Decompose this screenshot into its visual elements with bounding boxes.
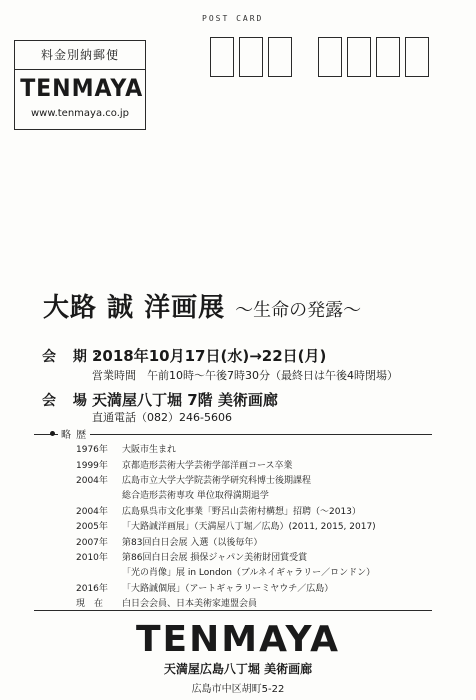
postal-code-box	[210, 37, 234, 77]
biography-text: 大阪市生まれ	[122, 445, 177, 456]
biography-entry	[76, 487, 456, 502]
biography-bullet-icon	[50, 431, 55, 436]
biography-year: 現 在	[76, 599, 104, 610]
period-value: 2018年10月17日(水)→22日(月)	[92, 347, 327, 365]
biography-text: 「大路誠個展」（アートギャラリーミヤウチ／広島）	[122, 583, 334, 594]
postage-paid-label: 料金別納郵便	[15, 41, 145, 70]
biography-entry	[76, 580, 456, 595]
biography-entry	[76, 549, 456, 564]
biography-entry	[76, 456, 456, 471]
biography-entry	[76, 533, 456, 548]
biography-year: 2016年	[76, 583, 108, 594]
website-url: www.tenmaya.co.jp	[30, 108, 130, 119]
biography-year: 2004年	[76, 506, 108, 517]
footer-address: 広島市中区胡町5-22	[191, 684, 285, 695]
biography-year: 2010年	[76, 552, 108, 563]
venue-value: 天満屋八丁堀 7階 美術画廊	[92, 391, 278, 409]
biography-text: 「大路誠洋画展」（天満屋八丁堀／広島）(2011, 2015, 2017)	[122, 522, 376, 533]
postal-code-box	[239, 37, 263, 77]
exhibition-title: 大路 誠 洋画展	[43, 293, 226, 323]
biography-list	[76, 441, 456, 610]
postal-code-box	[376, 37, 400, 77]
postal-code-box	[405, 37, 429, 77]
venue-label: 会 場：	[42, 393, 113, 409]
postal-code-box	[268, 37, 292, 77]
biography-text: 第83回白日会展 入選（以後毎年）	[122, 537, 263, 548]
direct-phone: 直通電話（082）246-5606	[92, 411, 232, 424]
postal-code-box	[318, 37, 342, 77]
biography-entry	[76, 503, 456, 518]
tenmaya-logo: TENMAYA	[20, 74, 144, 102]
biography-year: 2007年	[76, 537, 108, 548]
postcard-label: POST CARD	[202, 14, 264, 23]
footer-store-name: 天満屋広島八丁堀 美術画廊	[163, 662, 313, 676]
biography-text: 広島県呉市文化事業「野呂山芸術村構想」招聘（〜2013）	[122, 506, 361, 517]
biography-year: 2005年	[76, 522, 108, 533]
biography-year: 1976年	[76, 445, 108, 456]
biography-text: 第86回白日会展 損保ジャパン美術財団賞受賞	[122, 552, 308, 563]
business-hours: 営業時間 午前10時〜午後7時30分（最終日は午後4時閉場）	[92, 369, 398, 382]
biography-text: 広島市立大学大学院芸術学研究科博士後期課程	[122, 475, 312, 486]
biography-entry	[76, 441, 456, 456]
biography-text: 「光の肖像」展 in London（ブルネイギャラリー／ロンドン）	[122, 568, 376, 579]
period-label: 会 期：	[42, 349, 113, 365]
biography-header: 略 歴	[58, 426, 90, 441]
exhibition-subtitle: 〜生命の発露〜	[235, 300, 362, 321]
biography-text: 総合造形芸術専攻 単位取得満期退学	[122, 491, 269, 502]
exhibition-title-line	[43, 287, 361, 324]
biography-entry	[76, 472, 456, 487]
biography-entry	[76, 595, 456, 610]
biography-entry	[76, 564, 456, 579]
biography-entry	[76, 518, 456, 533]
biography-text: 京都造形芸術大学芸術学部洋画コース卒業	[122, 460, 293, 471]
biography-divider	[34, 434, 432, 435]
footer-tenmaya-logo: TENMAYA	[135, 619, 340, 660]
biography-year: 1999年	[76, 460, 108, 471]
biography-text: 白日会会員、日本美術家連盟会員	[122, 599, 258, 610]
biography-bottom-divider	[34, 610, 432, 611]
postage-paid-box	[14, 40, 146, 130]
biography-year: 2004年	[76, 475, 108, 486]
postal-code-box	[347, 37, 371, 77]
